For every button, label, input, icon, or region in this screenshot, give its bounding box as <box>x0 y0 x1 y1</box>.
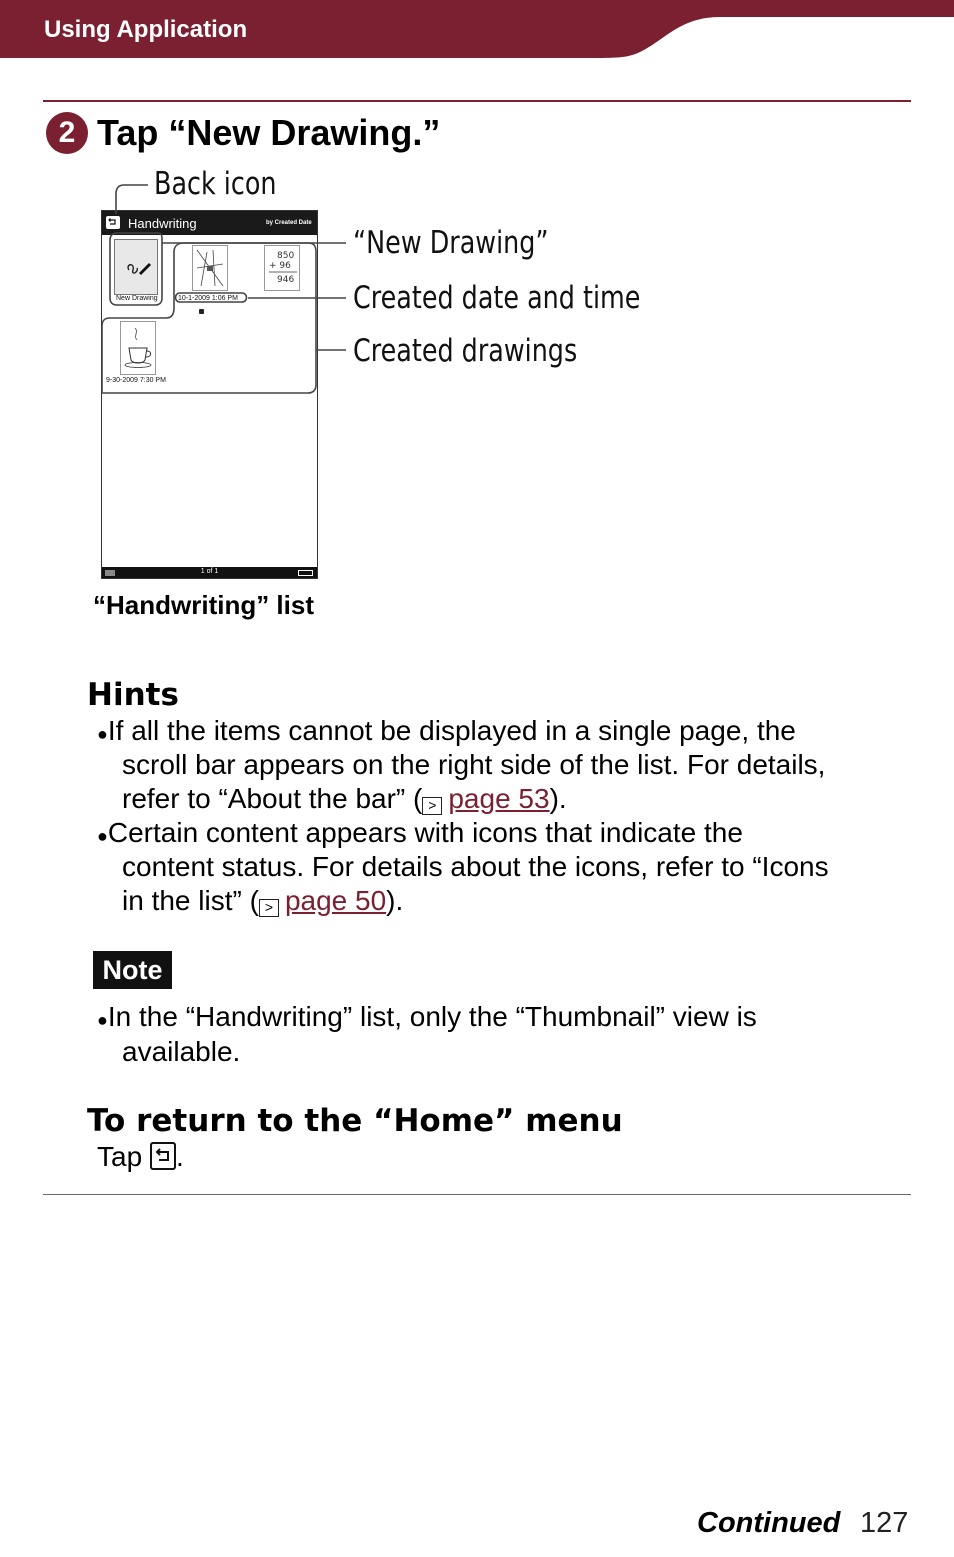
step-title: Tap “New Drawing.” <box>97 112 441 153</box>
callout-new-drawing: “New Drawing” <box>353 225 549 261</box>
page-number: 127 <box>860 1507 909 1539</box>
section-title: Using Application <box>44 16 248 43</box>
bullet-icon: ● <box>97 826 108 846</box>
device-title: Handwriting <box>128 216 197 231</box>
link-page-53[interactable]: page 53 <box>448 783 550 814</box>
return-heading: To return to the “Home” menu <box>87 1103 623 1139</box>
page-reference-icon: > <box>422 797 442 815</box>
figure-caption: “Handwriting” list <box>93 590 314 620</box>
note-text: available. <box>122 1036 241 1067</box>
note-label: Note <box>93 951 172 989</box>
hints-heading: Hints <box>87 677 179 713</box>
svg-text:946: 946 <box>277 275 295 285</box>
top-divider <box>43 100 911 102</box>
step-number-badge: 2 <box>46 112 88 154</box>
hint-bullet-1: ●If all the items cannot be displayed in a single page, the <box>97 715 796 746</box>
note-bullet: ●In the “Handwriting” list, only the “Thumbnail” view is <box>97 1001 757 1032</box>
back-icon <box>150 1142 176 1170</box>
hint-bullet-2: ●Certain content appears with icons that indicate the <box>97 817 743 848</box>
created-date: 10-1-2009 1:06 PM <box>178 295 238 302</box>
bullet-icon: ● <box>97 1010 108 1030</box>
signal-icon <box>105 570 115 576</box>
device-sort-label[interactable]: by Created Date <box>266 220 312 226</box>
continued-label: Continued <box>697 1507 841 1539</box>
svg-text:+ 96: + 96 <box>269 261 291 271</box>
return-instruction: Tap . <box>97 1141 184 1172</box>
callout-created-date: Created date and time <box>353 280 641 316</box>
hint-text: in the list” ( > page 50). <box>122 885 404 916</box>
new-drawing-label: New Drawing <box>116 295 158 302</box>
callout-created-drawings: Created drawings <box>353 333 578 369</box>
hint-text: refer to “About the bar” ( > page 53). <box>122 783 567 814</box>
svg-text:850: 850 <box>277 251 295 261</box>
page-indicator: 1 of 1 <box>200 568 219 575</box>
hint-text: content status. For details about the icons, refer to “Icons <box>122 851 829 882</box>
page-reference-icon: > <box>259 899 279 917</box>
battery-icon <box>298 570 313 576</box>
link-page-50[interactable]: page 50 <box>284 885 387 916</box>
created-date: 9-30-2009 7:30 PM <box>106 377 166 384</box>
hint-text: scroll bar appears on the right side of the list. For details, <box>122 749 826 780</box>
callout-leader-lines <box>100 180 350 396</box>
bullet-icon: ● <box>97 724 108 744</box>
callout-back-icon: Back icon <box>154 166 277 202</box>
bottom-divider <box>43 1194 911 1195</box>
